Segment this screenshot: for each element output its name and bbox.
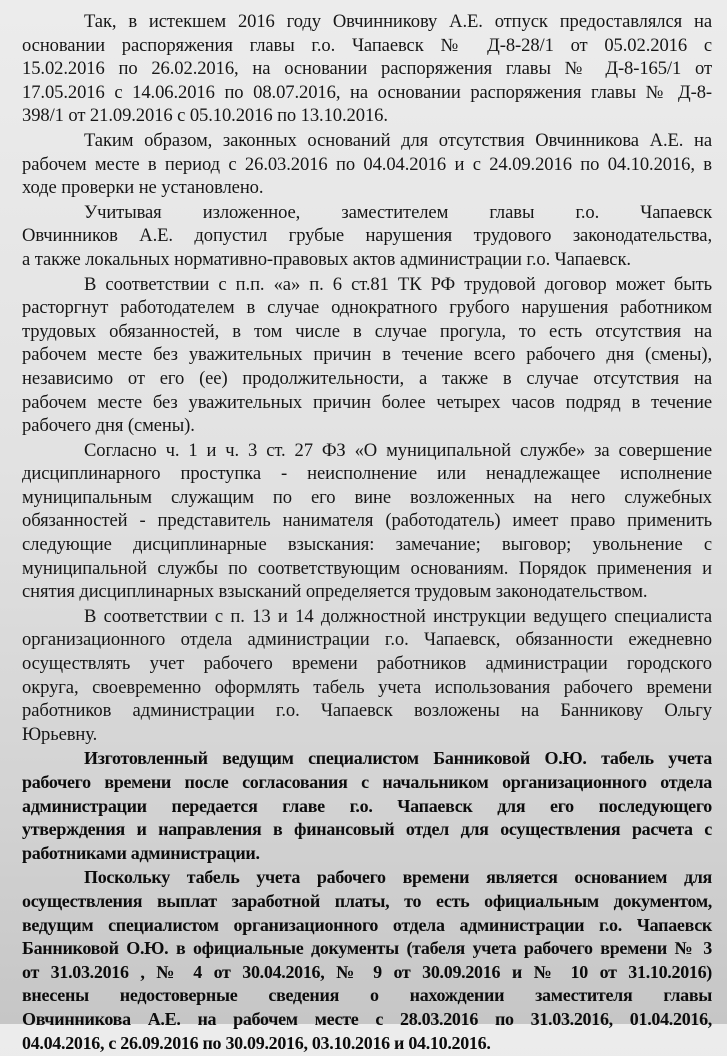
- text-line: В соответствии с п. 13 и 14 должностной инструкции ведущего специалиста: [84, 605, 712, 627]
- text-line: осуществления выплат заработной платы, то есть официальным документом,: [22, 890, 712, 911]
- text-line: 15.02.2016 по 26.02.2016, на основании распоряжения главы № Д-8-165/1 от: [22, 58, 712, 80]
- text-line: обязанностей - представитель нанимателя (работодатель) имеет право применить: [22, 510, 712, 532]
- text-line: 04.04.2016, с 26.09.2016 по 30.09.2016, 03.10.2016 и 04.10.2016.: [22, 1032, 491, 1053]
- text-line: Так, в истекшем 2016 году Овчинникову А.Е. отпуск предоставлялся на: [84, 11, 712, 32]
- paragraph: [22, 866, 712, 1055]
- text-line: а также локальных нормативно-правовых актов администрации г.о. Чапаевск.: [22, 248, 631, 270]
- text-line: 17.05.2016 с 14.06.2016 по 08.07.2016, на основании распоряжения главы № Д-8-: [22, 81, 712, 103]
- text-line: муниципальной службы по соответствующим основаниям. Порядок применения и: [22, 557, 712, 579]
- text-line: Поскольку табель учета рабочего времени является основанием для: [84, 867, 712, 888]
- text-line: снятия дисциплинарных взысканий определяется трудовым законодательством.: [22, 581, 648, 603]
- text-line: работниками администрации.: [22, 842, 260, 863]
- text-line: рабочем месте в период с 26.03.2016 по 04.04.2016 и с 24.09.2016 по 04.10.2016, в: [22, 153, 712, 175]
- paragraph: [22, 605, 712, 747]
- text-line: Овчинникова А.Е. на рабочем месте с 28.03.2016 по 31.03.2016, 01.04.2016,: [22, 1008, 712, 1029]
- text-line: рабочего дня (смены).: [22, 415, 195, 437]
- text-line: муниципальным служащим по его вине возложенных на него служебных: [22, 486, 712, 508]
- text-line: Юрьевну.: [22, 723, 98, 745]
- text-line: Овчинников А.Е. допустил грубые нарушения трудового законодательства,: [22, 225, 712, 247]
- text-line: Учитывая изложенное, заместителем главы г.о. Чапаевск: [84, 201, 712, 223]
- text-line: рабочего времени после согласования с начальником организационного отдела: [22, 772, 712, 792]
- paragraph: [22, 10, 712, 128]
- text-line: расторгнут работодателем в случае однократного грубого нарушения работником: [22, 297, 712, 319]
- paragraph: [22, 439, 712, 604]
- text-line: Таким образом, законных оснований для отсутствия Овчинникова А.Е. на: [84, 129, 712, 151]
- paragraph: [22, 273, 712, 438]
- document-page: [22, 10, 712, 1056]
- text-line: В соответствии с п.п. «а» п. 6 ст.81 ТК РФ трудовой договор может быть: [84, 273, 712, 295]
- text-line: организационного отдела администрации г.о. Чапаевск, обязанности ежедневно: [22, 629, 712, 651]
- paragraph: [22, 747, 712, 865]
- text-line: Банниковой О.Ю. в официальные документы (табеля учета рабочего времени № 3: [22, 938, 712, 959]
- text-line: администрации передается главе г.о. Чапаевск для его последующего: [22, 795, 712, 816]
- paragraph: [22, 129, 712, 200]
- text-line: округа, своевременно оформлять табель учета использования рабочего времени: [22, 676, 712, 698]
- text-line: ведущим специалистом организационного отдела администрации г.о. Чапаевск: [22, 914, 712, 935]
- text-line: рабочем месте без уважительных причин более четырех часов подряд в течение: [22, 391, 712, 413]
- text-line: Изготовленный ведущим специалистом Банниковой О.Ю. табель учета: [84, 748, 712, 769]
- text-line: ходе проверки не установлено.: [22, 177, 264, 199]
- text-line: дисциплинарного проступка - неисполнение или ненадлежащее исполнение: [22, 463, 712, 485]
- text-line: от 31.03.2016 , № 4 от 30.04.2016, № 9 от 30.09.2016 и № 10 от 31.10.2016): [22, 961, 712, 982]
- text-line: рабочем месте без уважительных причин в течение всего рабочего дня (смены),: [22, 344, 712, 366]
- text-line: осуществлять учет рабочего времени работников администрации городского: [22, 653, 712, 675]
- text-line: Согласно ч. 1 и ч. 3 ст. 27 ФЗ «О муниципальной службе» за совершение: [84, 439, 712, 461]
- text-line: следующие дисциплинарные взыскания: замечание; выговор; увольнение с: [22, 534, 712, 556]
- text-line: основании распоряжения главы г.о. Чапаевск № Д-8-28/1 от 05.02.2016 с: [22, 34, 712, 56]
- paragraph: [22, 201, 712, 272]
- text-line: трудовых обязанностей, в том числе в случае прогула, то есть отсутствия на: [22, 320, 712, 342]
- text-line: утверждения и направления в финансовый отдел для осуществления расчета с: [22, 819, 712, 840]
- text-line: работников администрации г.о. Чапаевск возложены на Банникову Ольгу: [22, 700, 712, 722]
- text-line: 398/1 от 21.09.2016 с 05.10.2016 по 13.10.2016.: [22, 105, 388, 127]
- text-line: независимо от его (ее) продолжительности, а также в случае отсутствия на: [22, 367, 712, 389]
- text-line: внесены недостоверные сведения о нахождении заместителя главы: [22, 985, 712, 1006]
